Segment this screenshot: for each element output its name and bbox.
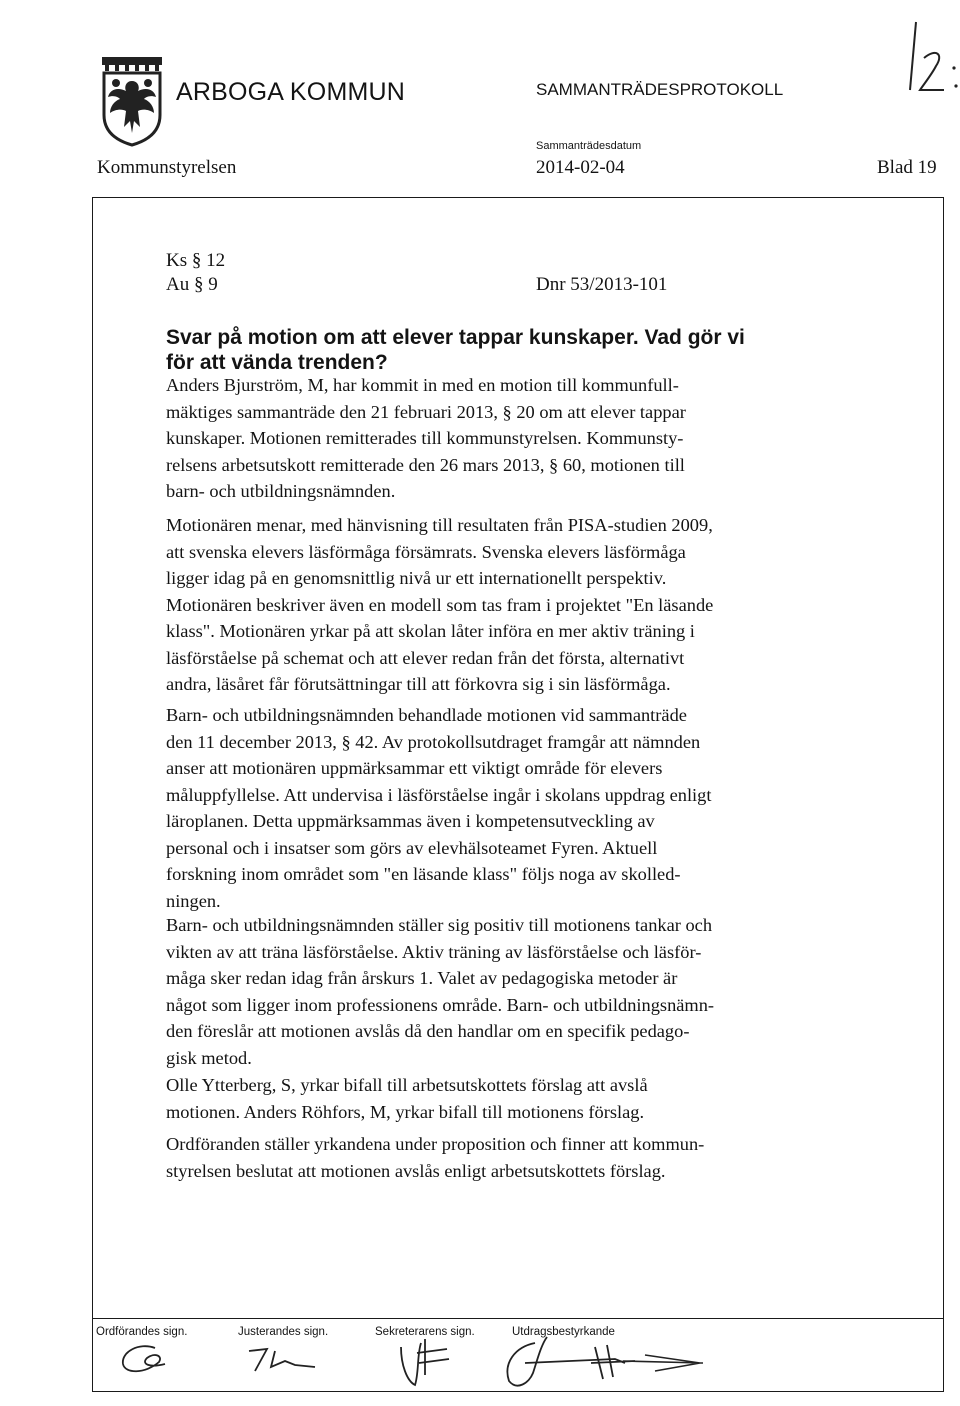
- paragraph-motion-summary: [166, 512, 846, 698]
- text-line: motionen. Anders Röhfors, M, yrkar bifall till motionens förslag.: [166, 1101, 645, 1122]
- text-line: klass". Motionären yrkar på att skolan låter införa en mer aktiv träning i: [166, 621, 695, 641]
- text-line: ligger idag på en genomsnittlig nivå ur ett internationellt perspektiv.: [166, 568, 667, 588]
- text-line: Anders Bjurström, M, har kommit in med en motion till kommunfull-: [166, 375, 679, 395]
- certification-signature-label: Utdragsbestyrkande: [512, 1326, 615, 1338]
- document-type: SAMMANTRÄDESPROTOKOLL: [536, 80, 784, 99]
- paragraph-committee-review: [166, 702, 846, 914]
- text-line: barn- och utbildningsnämnden.: [166, 481, 396, 501]
- text-line: Olle Ytterberg, S, yrkar bifall till arbetsutskottets förslag att avslå: [166, 1075, 648, 1095]
- text-line: gisk metod.: [166, 1047, 252, 1068]
- organization-name: ARBOGA KOMMUN: [176, 78, 406, 106]
- text-line: den föreslår att motionen avslås då den handlar om en specifik pedago-: [166, 1021, 690, 1041]
- text-line: Barn- och utbildningsnämnden behandlade motionen vid sammanträde: [166, 705, 687, 725]
- secretary-signature-label: Sekreterarens sign.: [375, 1326, 475, 1338]
- text-line: styrelsen beslutat att motionen avslås enligt arbetsutskottets förslag.: [166, 1160, 666, 1181]
- department-name: Kommunstyrelsen: [97, 157, 237, 178]
- secretary-signature: [395, 1335, 455, 1390]
- text-line: andra, läsåret får förutsättningar till att förkovra sig i sin läsförmåga.: [166, 674, 671, 694]
- text-line: läsförståelse på schemat och att elever redan från det första, alternativt: [166, 647, 685, 668]
- chair-signature-label: Ordförandes sign.: [96, 1326, 188, 1338]
- text-line: relsens arbetsutskott remitterade den 26 mars 2013, § 60, motionen till: [166, 454, 685, 475]
- meeting-date-label: Sammanträdesdatum: [536, 140, 642, 152]
- text-line: Barn- och utbildningsnämnden ställer sig positiv till motionens tankar och: [166, 915, 713, 935]
- paragraph-committee-position: [166, 912, 846, 1071]
- au-paragraph-ref: Au § 9: [166, 274, 218, 295]
- text-line: kunskaper. Motionen remitterades till kommunstyrelsen. Kommunsty-: [166, 428, 684, 448]
- paragraph-motions: [166, 1072, 846, 1125]
- adjuster-signature: [245, 1345, 320, 1375]
- ks-paragraph-ref: Ks § 12: [166, 250, 226, 271]
- paragraph-decision: [166, 1131, 846, 1184]
- text-line: anser att motionären uppmärksammar ett viktigt område för elevers: [166, 758, 663, 778]
- paragraph-background: [166, 372, 846, 505]
- coat-of-arms-logo: [96, 55, 168, 147]
- text-line: Motionären beskriver även en modell som tas fram i projektet "En läsande: [166, 594, 714, 615]
- text-line: mäktiges sammanträde den 21 februari 2013, § 20 om att elever tappar: [166, 401, 686, 422]
- diary-number: Dnr 53/2013-101: [536, 274, 668, 295]
- text-line: att svenska elevers läsförmåga försämrats. Svenska elevers läsförmåga: [166, 541, 686, 562]
- adjuster-signature-label: Justerandes sign.: [238, 1326, 329, 1338]
- text-line: Ordföranden ställer yrkandena under proposition och finner att kommun-: [166, 1134, 705, 1154]
- text-line: Motionären menar, med hänvisning till resultaten från PISA-studien 2009,: [166, 515, 713, 535]
- text-line: måga sker redan idag från årskurs 1. Valet av pedagogiska metoder är: [166, 968, 678, 988]
- text-line: ningen.: [166, 890, 221, 911]
- meeting-date: 2014-02-04: [536, 157, 625, 178]
- text-line: personal och i insatser som görs av elevhälsoteamet Fyren. Aktuell: [166, 837, 658, 858]
- chair-signature: [115, 1340, 175, 1380]
- case-title-line: för att vända trenden?: [166, 351, 388, 374]
- case-title-line: Svar på motion om att elever tappar kunskaper. Vad gör vi: [166, 326, 745, 349]
- handwritten-page-mark: [898, 18, 960, 100]
- text-line: forskning inom området som "en läsande klass" följs noga av skolled-: [166, 864, 681, 884]
- case-title: [166, 325, 866, 375]
- signature-divider: [92, 1318, 944, 1319]
- certification-signature: [495, 1333, 705, 1395]
- page-number: Blad 19: [877, 157, 937, 178]
- text-line: något som ligger inom professionens område. Barn- och utbildningsnämn-: [166, 994, 715, 1015]
- text-line: måluppfyllelse. Att undervisa i läsförståelse ingår i skolans uppdrag enligt: [166, 784, 712, 805]
- text-line: läroplanen. Detta uppmärksammas även i kompetensutveckling av: [166, 811, 655, 831]
- text-line: den 11 december 2013, § 42. Av protokollsutdraget framgår att nämnden: [166, 731, 701, 752]
- text-line: vikten av att träna läsförståelse. Aktiv träning av läsförståelse och läsför-: [166, 941, 702, 962]
